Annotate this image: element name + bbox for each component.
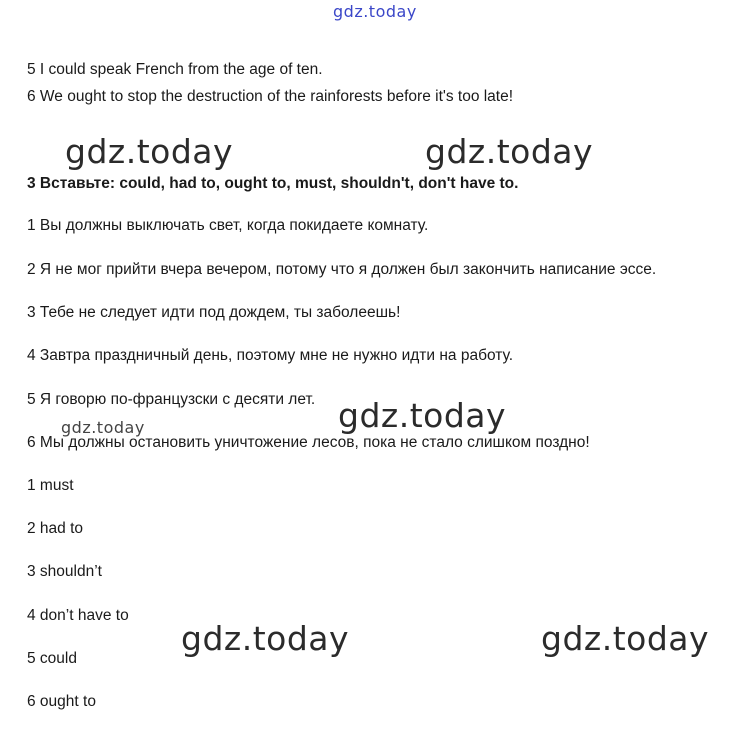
sentence-5: 5 Я говорю по-французски с десяти лет.	[27, 391, 316, 408]
watermark-top: gdz.today	[333, 2, 417, 21]
answer-1: 1 must	[27, 477, 74, 494]
answer-5: 5 could	[27, 650, 77, 667]
sentence-6: 6 Мы должны остановить уничтожение лесов, пока не стало слишком поздно!	[27, 434, 590, 451]
watermark-left-2: gdz.today	[181, 619, 350, 658]
watermark-small: gdz.today	[61, 418, 145, 437]
sentence-2: 2 Я не мог прийти вчера вечером, потому что я должен был закончить написание эссе.	[27, 261, 657, 278]
sentence-4: 4 Завтра праздничный день, поэтому мне не нужно идти на работу.	[27, 347, 514, 364]
exercise-heading: 3 Вставьте: could, had to, ought to, must, shouldn't, don't have to.	[27, 175, 519, 192]
answer-3: 3 shouldn’t	[27, 563, 102, 580]
previous-answer-5: 5 I could speak French from the age of ten.	[27, 61, 323, 78]
answer-6: 6 ought to	[27, 693, 96, 710]
answer-4: 4 don’t have to	[27, 607, 129, 624]
watermark-right-1: gdz.today	[425, 132, 594, 171]
previous-answer-6: 6 We ought to stop the destruction of the rainforests before it's too late!	[27, 88, 514, 105]
watermark-middle: gdz.today	[338, 396, 507, 435]
watermark-left-1: gdz.today	[65, 132, 234, 171]
watermark-right-2: gdz.today	[541, 619, 710, 658]
sentence-3: 3 Тебе не следует идти под дождем, ты заболеешь!	[27, 304, 401, 321]
sentence-1: 1 Вы должны выключать свет, когда покидаете комнату.	[27, 217, 429, 234]
answer-2: 2 had to	[27, 520, 84, 537]
